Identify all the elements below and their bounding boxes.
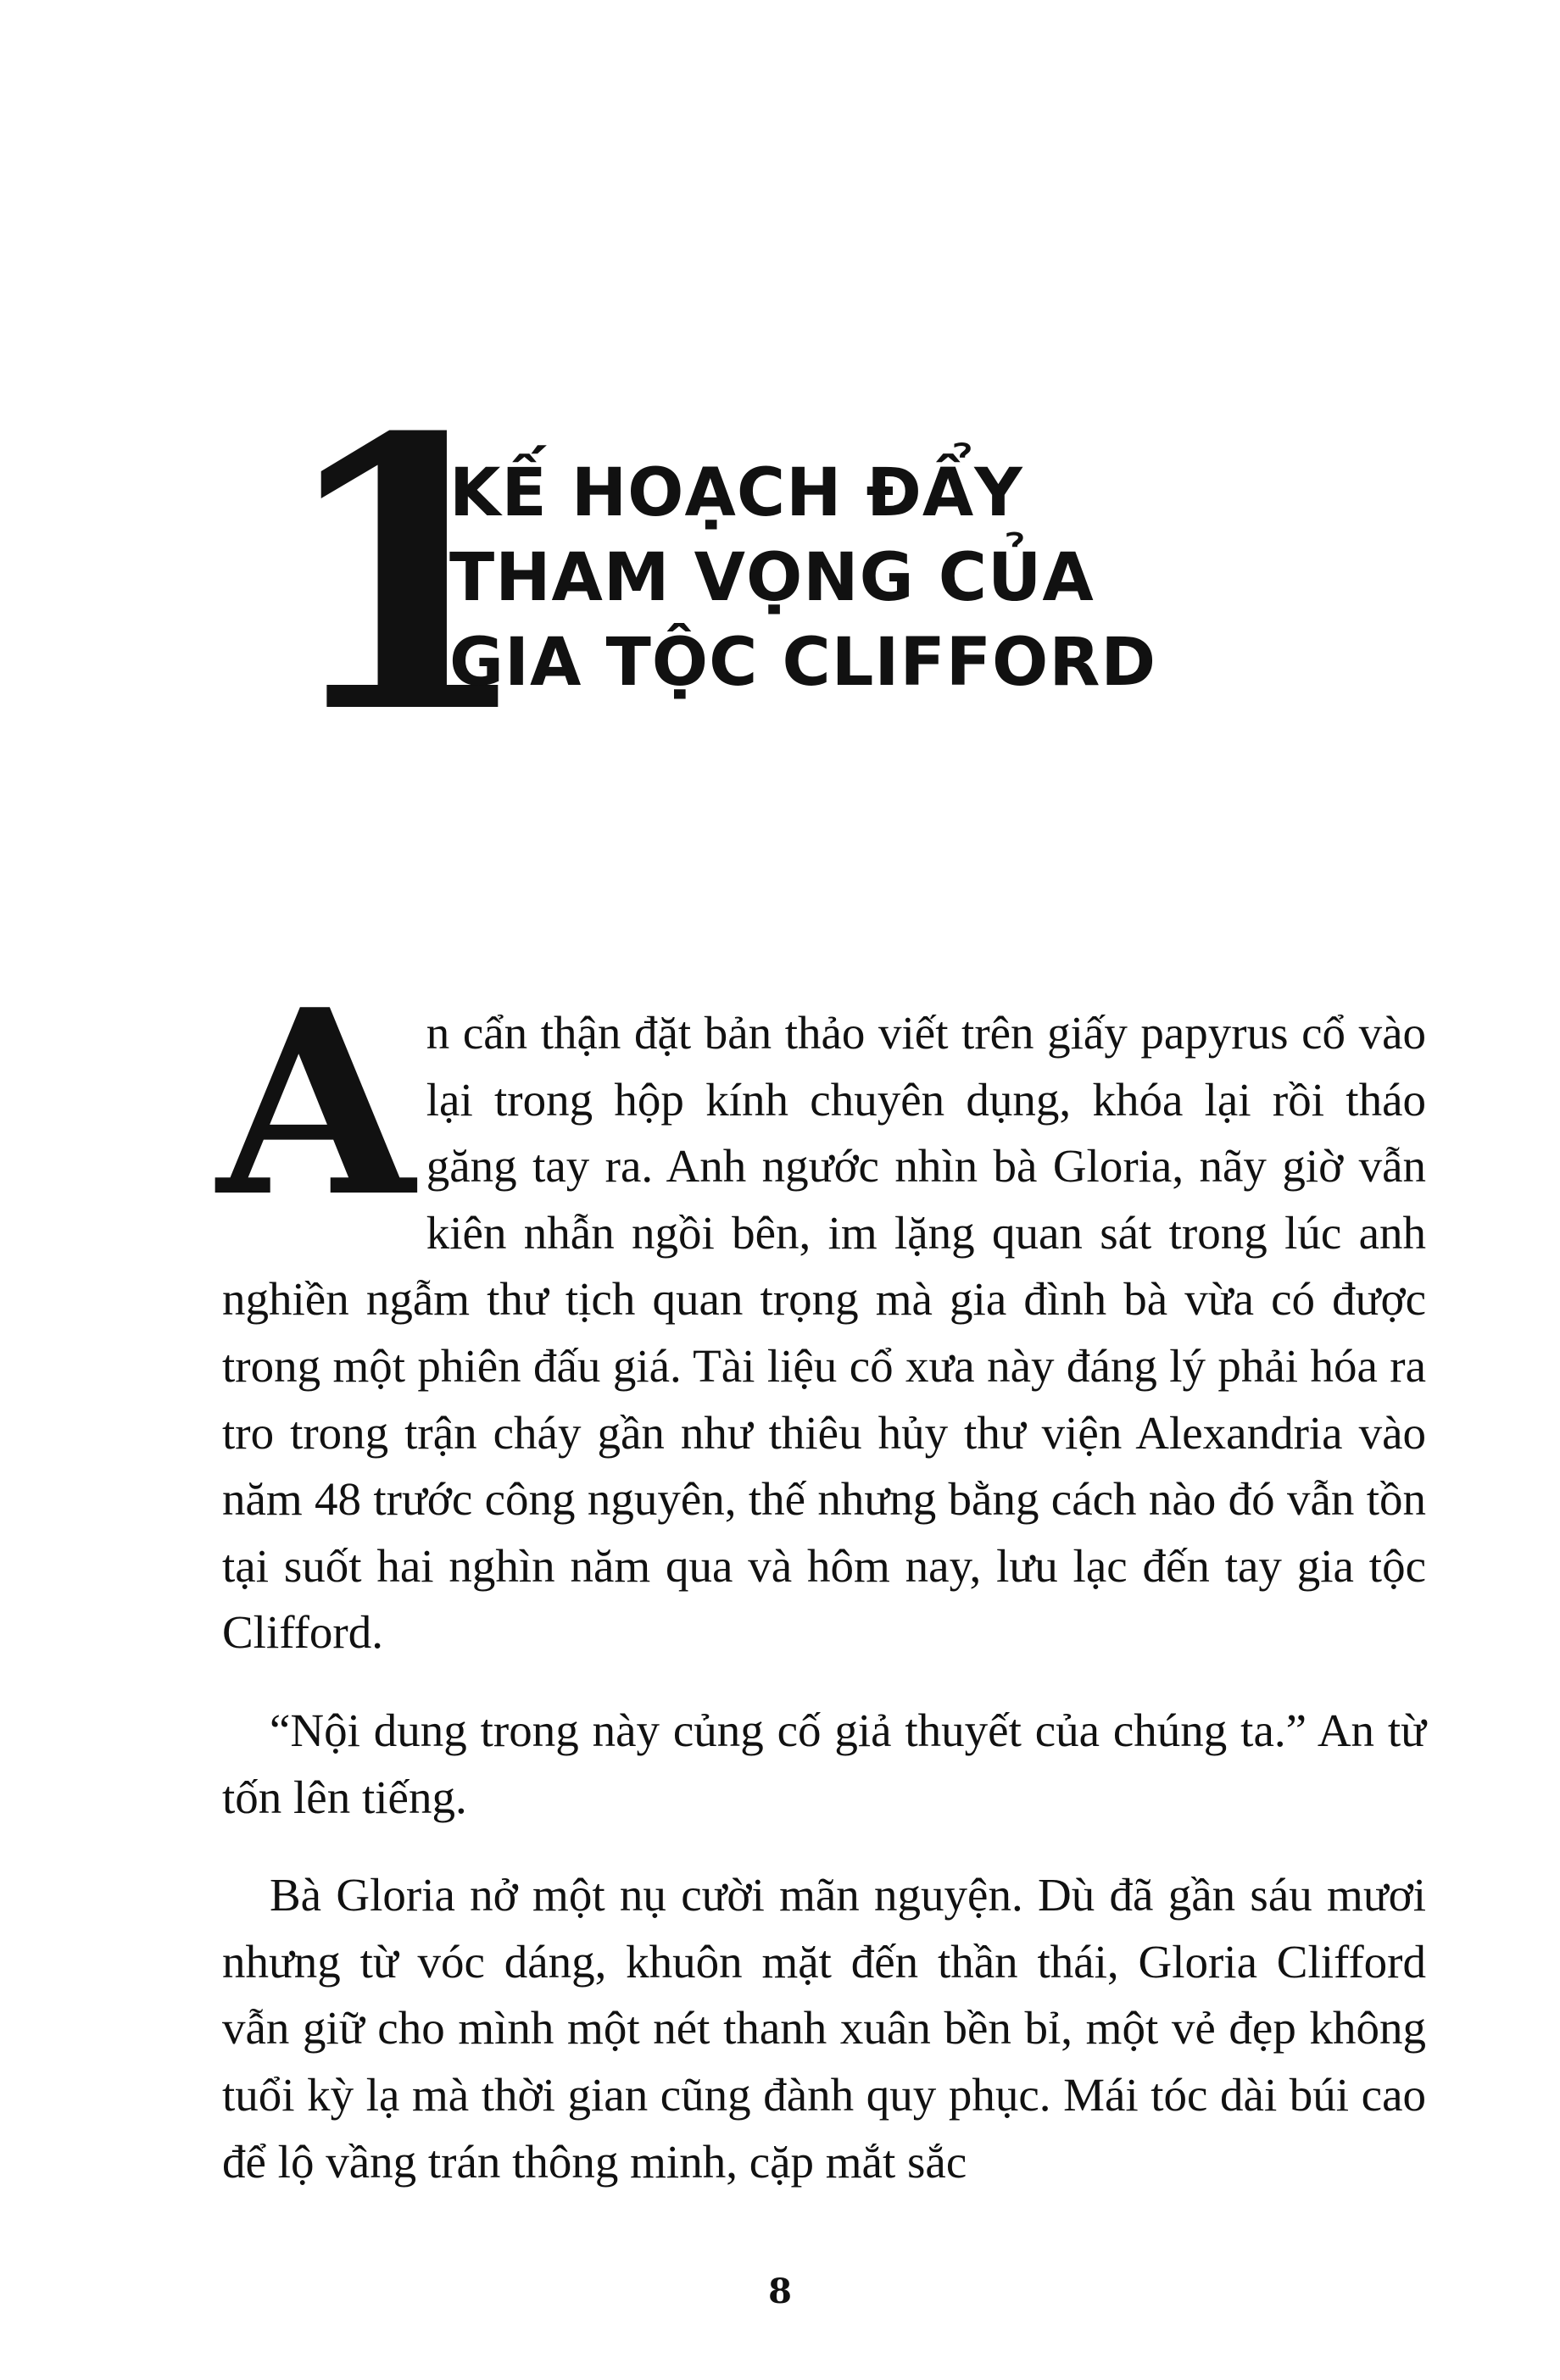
chapter-title [449,451,1297,705]
chapter-number: 1 [276,357,536,795]
chapter-title-line-3: GIA TỘC CLIFFORD [449,625,1157,701]
body-text [217,954,1426,2195]
paragraph-1-text: n cẩn thận đặt bản thảo viết trên giấy papyrus cổ vào lại trong hộp kính chuyên dụng, khóa lại rồi tháo găng tay ra. Anh ngước nhìn bà Gloria, nãy giờ vẫn kiên nhẫn ngồi bên, im lặng quan sát trong lúc anh nghiền ngẫm thư tịch quan trọng mà gia đình bà vừa có được trong một phiên đấu giá. Tài liệu cổ xưa này đáng lý phải hóa ra tro trong trận cháy gần như thiêu hủy thư viện Alexandria vào năm 48 trước công nguyên, thế nhưng bằng cách nào đó vẫn tồn tại suốt hai nghìn năm qua và hôm nay, lưu lạc đến tay gia tộc Clifford. [222,1007,1426,1659]
paragraph-3: Bà Gloria nở một nụ cười mãn nguyện. Dù đã gần sáu mươi nhưng từ vóc dáng, khuôn mặt đến thần thái, Gloria Clifford vẫn giữ cho mình một nét thanh xuân bền bỉ, một vẻ đẹp không tuổi kỳ lạ mà thời gian cũng đành quy phục. Mái tóc dài búi cao để lộ vầng trán thông minh, cặp mắt sắc [222,1869,1426,2188]
paragraph-2: “Nội dung trong này củng cố giả thuyết của chúng ta.” An từ tốn lên tiếng. [222,1704,1426,1823]
chapter-title-line-1: KẾ HOẠCH ĐẨY [449,455,1023,531]
paragraph-1 [217,954,1426,1666]
page-number: 8 [768,2272,792,2311]
drop-cap: A [217,954,415,1253]
chapter-title-line-2: THAM VỌNG CỦA [449,540,1095,616]
